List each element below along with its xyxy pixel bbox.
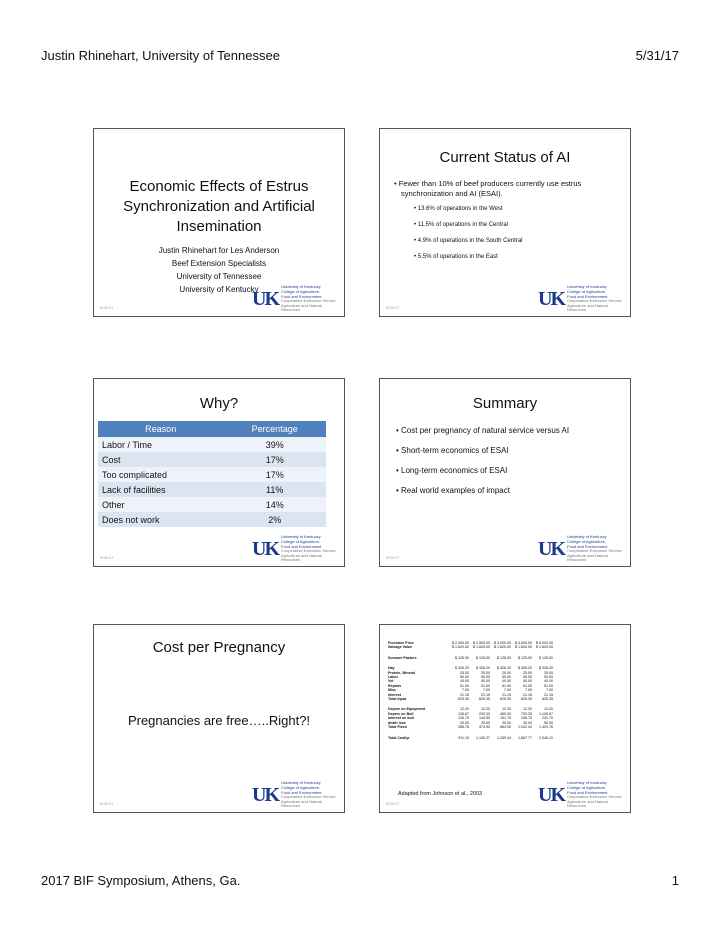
cell-value: $ 326.20 xyxy=(455,666,469,671)
sub-bullet: • 5.5% of operations in the East xyxy=(414,254,498,260)
header-left: Justin Rhinehart, University of Tennessee xyxy=(41,48,280,63)
slide-3-title: Why? xyxy=(199,395,239,412)
cell-value: 25.00 xyxy=(481,720,490,725)
uk-mark-icon: UK xyxy=(538,784,564,807)
slide-date: 5/31/17 xyxy=(386,801,400,806)
cell-value: 126.79 xyxy=(458,716,469,721)
cell-value: 51.00 xyxy=(544,683,553,688)
cell-value: 460.00 xyxy=(500,711,511,716)
col-header-percentage: Percentage xyxy=(223,421,326,437)
uk-logo: UK University of Kentucky College of Agriculture, Food and Environment Cooperative Extension Service Agriculture and Natural Resources xyxy=(252,780,336,809)
header-date: 5/31/17 xyxy=(635,48,679,63)
cell-value: 7.00 xyxy=(546,688,553,693)
author-line: Beef Extension Specialists xyxy=(171,259,267,268)
slide-5-subtitle: Pregnancies are free…..Right?! xyxy=(127,713,311,728)
cell-value: 12.20 xyxy=(460,707,469,712)
cell-value: $ 125.00 xyxy=(518,655,532,660)
cell-value: $ 326.20 xyxy=(518,666,532,671)
cell-value: $ 125.00 xyxy=(476,655,490,660)
slide-2-title: Current Status of AI xyxy=(439,149,571,166)
cell-value: 12.20 xyxy=(481,707,490,712)
slide-cost-per-pregnancy xyxy=(93,624,345,813)
slide-current-status xyxy=(379,128,631,317)
cell-value: $ 2,000.00 xyxy=(452,641,469,645)
slide-date: 5/31/17 xyxy=(100,801,114,806)
row-label: Misc xyxy=(388,688,396,693)
cell-value: 7.00 xyxy=(483,688,490,693)
slide-why xyxy=(93,378,345,567)
slide-4-title: Summary xyxy=(472,395,538,412)
cell-value: 25.00 xyxy=(460,670,469,675)
table-source: Adapted from Johnson et al., 2003 xyxy=(398,791,483,797)
row-label: Repairs xyxy=(388,683,402,688)
cell-value: 21.15 xyxy=(460,692,469,697)
uk-mark-icon: UK xyxy=(538,538,564,561)
row-label: Total Cost/yr xyxy=(388,735,410,740)
cell-value: 2,046.10 xyxy=(539,735,553,740)
bullet: • Fewer than 10% of beef producers currently use estrus synchronization and AI (ESAI). xyxy=(394,179,582,198)
slide-2-bullets xyxy=(394,179,614,268)
cell-value: 25.00 xyxy=(502,670,511,675)
page-number: 1 xyxy=(671,873,679,888)
row-label: Salvage Value xyxy=(388,645,412,650)
slide-4-bullets xyxy=(396,425,616,501)
cell-value: 293.33 xyxy=(479,711,490,716)
row-label: Interest on bull xyxy=(388,716,414,721)
table-row: Cost 17% xyxy=(98,452,326,467)
cell-value: $ 1,620.00 xyxy=(515,645,532,650)
row-label: Labor xyxy=(388,675,398,680)
row-label: Deprec on Equipment xyxy=(388,707,426,712)
table-row xyxy=(388,736,557,740)
row-label: Summer Pasture xyxy=(388,655,417,660)
uk-logo: UK University of Kentucky College of Agriculture, Food and Environment Cooperative Extension Service Agriculture and Natural Resources xyxy=(252,284,336,313)
cell-value: $ 125.00 xyxy=(455,655,469,660)
row-label: Vet xyxy=(388,679,394,684)
cell-value: $ 3,000.00 xyxy=(494,641,511,645)
cell-value: 285.76 xyxy=(458,725,469,730)
row-label: Purchase Price xyxy=(388,641,414,645)
cell-value: 12.20 xyxy=(502,707,511,712)
cell-value: $ 125.00 xyxy=(539,655,553,660)
row-label: death loss xyxy=(388,720,406,725)
cell-value: 911.10 xyxy=(458,735,469,740)
sub-bullet: • 11.5% of operations in the Central xyxy=(414,222,509,228)
slide-cost-table xyxy=(379,624,631,813)
slide-title xyxy=(93,128,345,317)
cell-value: 21.15 xyxy=(481,692,490,697)
uk-logo: UK University of Kentucky College of Agriculture, Food and Environment Cooperative Extension Service Agriculture and Natural Resources xyxy=(538,284,622,313)
cell-value: 474.93 xyxy=(479,725,490,730)
slide-date: 5/31/17 xyxy=(100,555,114,560)
slide-date: 5/31/17 xyxy=(100,305,114,310)
cell-value: 50.00 xyxy=(544,720,553,725)
table-row: Other 14% xyxy=(98,497,326,512)
cell-value: 625.35 xyxy=(500,697,511,702)
uk-mark-icon: UK xyxy=(252,784,278,807)
row-label: Deprec on Bull xyxy=(388,711,414,716)
slide-5-title: Cost per Pregnancy xyxy=(152,639,286,656)
cell-value: 20.00 xyxy=(460,720,469,725)
cell-value: 21.15 xyxy=(544,692,553,697)
row-label: Interest xyxy=(388,692,401,697)
cell-value: $ 4,000.00 xyxy=(515,641,532,645)
row-label: Total Input xyxy=(388,697,407,702)
cell-value: 1,126.67 xyxy=(539,711,553,716)
cell-value: 40.00 xyxy=(523,720,532,725)
col-header-reason: Reason xyxy=(98,421,223,437)
row-label: Total Fixed xyxy=(388,725,407,730)
cell-value: 25.00 xyxy=(523,670,532,675)
cell-value: 51.00 xyxy=(481,683,490,688)
cell-value: 126.67 xyxy=(458,711,469,716)
cell-value: 7.00 xyxy=(462,688,469,693)
cell-value: $ 326.20 xyxy=(497,666,511,671)
cell-value: 625.35 xyxy=(458,697,469,702)
cell-value: 51.00 xyxy=(502,683,511,688)
uk-logo: UK University of Kentucky College of Agriculture, Food and Environment Cooperative Extension Service Agriculture and Natural Resources xyxy=(538,534,622,563)
cell-value: 161.70 xyxy=(500,716,511,721)
cost-table xyxy=(388,641,557,740)
uk-mark-icon: UK xyxy=(252,288,278,311)
bullet: • Cost per pregnancy of natural service versus AI xyxy=(396,426,570,435)
slide-1-title: Economic Effects of Estrus Synchronization and Artificial Insemination xyxy=(123,178,315,235)
cell-value: 51.00 xyxy=(523,683,532,688)
cell-value: 1,289.44 xyxy=(497,735,511,740)
cell-value: 25.00 xyxy=(544,670,553,675)
slide-summary xyxy=(379,378,631,567)
cell-value: 12.20 xyxy=(523,707,532,712)
bullet: • Long-term economics of ESAI xyxy=(396,466,508,475)
sub-bullet: • 4.9% of operations in the South Central xyxy=(414,238,523,244)
cell-value: 40.00 xyxy=(544,679,553,684)
reasons-table xyxy=(98,421,326,527)
table-row: Does not work 2% xyxy=(98,512,326,527)
cell-value: 793.33 xyxy=(521,711,532,716)
cell-value: 1,420.76 xyxy=(539,725,553,730)
cell-value: 1,667.77 xyxy=(518,735,532,740)
cell-value: $ 326.20 xyxy=(476,666,490,671)
uk-logo: UK University of Kentucky College of Agriculture, Food and Environment Cooperative Extension Service Agriculture and Natural Resources xyxy=(538,780,622,809)
cell-value: $ 1,620.00 xyxy=(452,645,469,650)
cell-value: $ 1,620.00 xyxy=(494,645,511,650)
table-row: Labor / Time 39% xyxy=(98,437,326,452)
cell-value: $ 5,000.00 xyxy=(536,641,553,645)
cell-value: 144.50 xyxy=(479,716,490,721)
author-line: University of Kentucky xyxy=(179,285,259,294)
cell-value: $ 1,620.00 xyxy=(473,645,490,650)
cell-value: 625.35 xyxy=(479,697,490,702)
cell-value: 664.00 xyxy=(500,725,511,730)
cell-value: 50.00 xyxy=(502,675,511,680)
cell-value: 40.00 xyxy=(481,679,490,684)
row-label: Hay xyxy=(388,666,395,671)
cell-value: 7.00 xyxy=(525,688,532,693)
cell-value: $ 2,500.00 xyxy=(473,641,490,645)
cell-value: 40.00 xyxy=(460,679,469,684)
cell-value: 1,100.27 xyxy=(476,735,490,740)
bullet: • Short-term economics of ESAI xyxy=(396,446,509,455)
cell-value: 50.00 xyxy=(460,675,469,680)
cell-value: 12.20 xyxy=(544,707,553,712)
uk-mark-icon: UK xyxy=(538,288,564,311)
cell-value: 7.00 xyxy=(504,688,511,693)
cell-value: 625.35 xyxy=(542,697,553,702)
slide-date: 5/31/17 xyxy=(386,555,400,560)
row-label: Protein, Mineral xyxy=(388,670,415,675)
cell-value: 21.15 xyxy=(523,692,532,697)
cell-value: 30.00 xyxy=(502,720,511,725)
cell-value: 50.00 xyxy=(523,675,532,680)
cell-value: $ 326.20 xyxy=(539,666,553,671)
cell-value: $ 125.00 xyxy=(497,655,511,660)
cell-value: 21.15 xyxy=(502,692,511,697)
table-row: Too complicated 17% xyxy=(98,467,326,482)
footer-left: 2017 BIF Symposium, Athens, Ga. xyxy=(41,873,241,888)
cell-value: 625.35 xyxy=(521,697,532,702)
author-line: University of Tennessee xyxy=(176,272,262,281)
cell-value: 50.00 xyxy=(544,675,553,680)
bullet: • Real world examples of impact xyxy=(396,486,510,495)
author-line: Justin Rhinehart for Les Anderson xyxy=(158,246,280,255)
cell-value: 1,042.42 xyxy=(518,725,532,730)
cell-value: $ 1,620.00 xyxy=(536,645,553,650)
cell-value: 40.00 xyxy=(502,679,511,684)
sub-bullet: • 13.6% of operations in the West xyxy=(414,206,503,212)
uk-mark-icon: UK xyxy=(252,538,278,561)
cell-value: 25.00 xyxy=(481,670,490,675)
slide-date: 5/31/17 xyxy=(386,305,400,310)
cell-value: 231.70 xyxy=(542,716,553,721)
cell-value: 196.70 xyxy=(521,716,532,721)
cell-value: 50.00 xyxy=(481,675,490,680)
table-row: Lack of facilities 11% xyxy=(98,482,326,497)
uk-logo: UK University of Kentucky College of Agriculture, Food and Environment Cooperative Extension Service Agriculture and Natural Resources xyxy=(252,534,336,563)
cell-value: 40.00 xyxy=(523,679,532,684)
cell-value: 51.00 xyxy=(460,683,469,688)
